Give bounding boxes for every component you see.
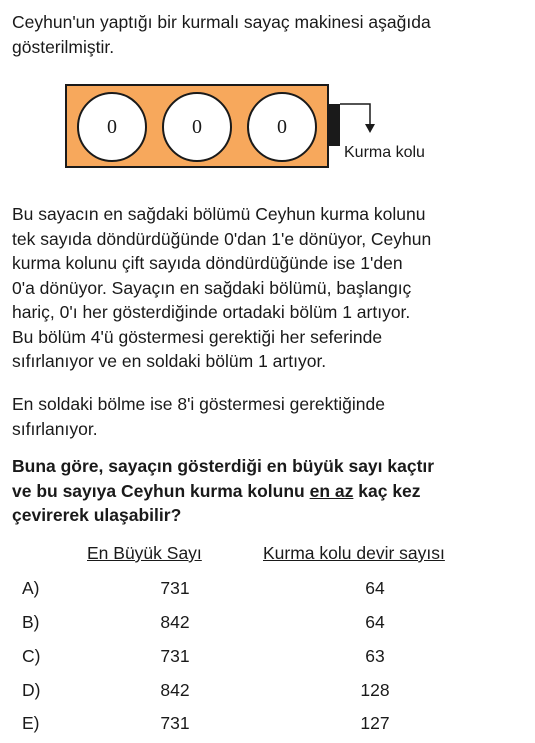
turn-arrow-icon bbox=[340, 100, 380, 140]
option-turns: 128 bbox=[360, 680, 390, 700]
description-line: Bu sayacın en sağdaki bölümü Ceyhun kurma kolunu bbox=[12, 204, 426, 224]
question-line-post: kaç kez bbox=[353, 480, 421, 501]
option-max: 731 bbox=[160, 713, 190, 733]
description-line: tek sayıda döndürdüğünde 0'dan 1'e dönüyor, Ceyhun bbox=[12, 228, 432, 249]
answer-row[interactable] bbox=[0, 578, 535, 608]
option-max: 731 bbox=[160, 578, 190, 598]
answer-row[interactable] bbox=[0, 646, 535, 676]
option-turns: 64 bbox=[365, 612, 385, 632]
option-max: 842 bbox=[160, 680, 190, 700]
option-label: E) bbox=[22, 713, 40, 733]
option-label: B) bbox=[22, 612, 40, 632]
answer-row[interactable] bbox=[0, 713, 535, 743]
description-line: hariç, 0'ı her gösterdiğinde ortadaki bölüm 1 artıyor. bbox=[12, 302, 411, 322]
extra-line: sıfırlanıyor. bbox=[12, 418, 98, 439]
question-line: çevirerek ulaşabilir? bbox=[12, 505, 182, 525]
option-label: A) bbox=[22, 578, 40, 598]
extra-rule-text bbox=[12, 392, 524, 441]
intro-line: Ceyhun'un yaptığı bir kurmalı sayaç makinesi aşağıda bbox=[12, 12, 431, 32]
header-turn-count: Kurma kolu devir sayısı bbox=[263, 543, 445, 563]
option-label: C) bbox=[22, 646, 41, 666]
intro-line: gösterilmiştir. bbox=[12, 36, 115, 57]
crank-knob bbox=[329, 104, 340, 146]
option-max: 731 bbox=[160, 646, 190, 666]
option-max: 842 bbox=[160, 612, 190, 632]
option-turns: 64 bbox=[365, 578, 385, 598]
question-line: Buna göre, sayaçın gösterdiği en büyük sayı kaçtır bbox=[12, 456, 435, 476]
question-line-pre: ve bu sayıya Ceyhun kurma kolunu bbox=[12, 480, 310, 501]
description-line: kurma kolunu çift sayıda döndürdüğünde ise 1'den bbox=[12, 253, 403, 273]
extra-line: En soldaki bölme ise 8'i göstermesi gerektiğinde bbox=[12, 394, 385, 414]
middle-dial: 0 bbox=[162, 92, 232, 162]
description-line: Bu bölüm 4'ü göstermesi gerektiği her seferinde bbox=[12, 326, 383, 347]
description-text bbox=[12, 202, 524, 374]
option-turns: 127 bbox=[360, 713, 390, 733]
intro-text bbox=[12, 10, 524, 59]
option-label: D) bbox=[22, 680, 41, 700]
answer-row[interactable] bbox=[0, 680, 535, 710]
crank-label: Kurma kolu bbox=[344, 144, 425, 161]
answer-row[interactable] bbox=[0, 612, 535, 642]
option-turns: 63 bbox=[365, 646, 385, 666]
description-line: sıfırlanıyor ve en soldaki bölüm 1 artıyor. bbox=[12, 351, 327, 371]
question-emphasis: en az bbox=[309, 480, 354, 501]
description-line: 0'a dönüyor. Sayaçın en sağdaki bölümü, başlangıç bbox=[12, 277, 412, 298]
question-text bbox=[12, 454, 524, 528]
right-dial: 0 bbox=[247, 92, 317, 162]
left-dial: 0 bbox=[77, 92, 147, 162]
header-max-number: En Büyük Sayı bbox=[87, 543, 202, 563]
counter-machine bbox=[65, 84, 329, 168]
